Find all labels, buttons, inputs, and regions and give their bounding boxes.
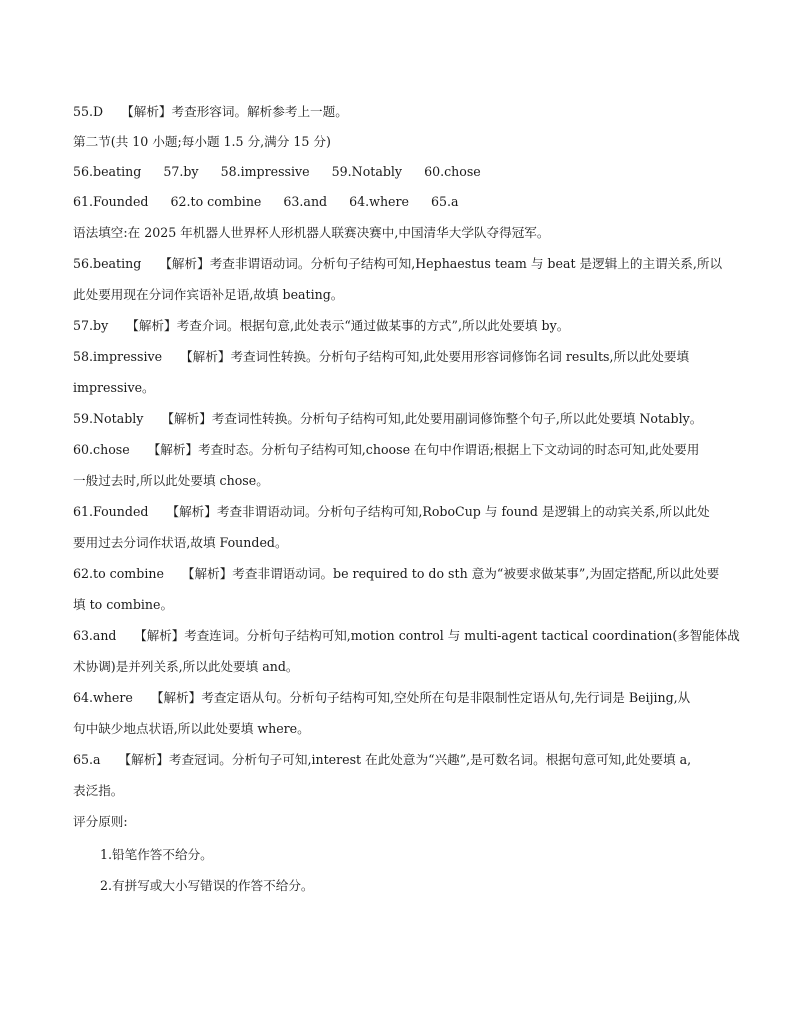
answer-number: 58.impressive [73,349,163,364]
answer-number: 64.where [73,690,133,705]
answer-number: 61.Founded [73,504,149,519]
answer-number: 55.D [73,104,104,119]
answer-number: 60.chose [73,442,130,457]
answer-number: 59.Notably [73,411,144,426]
answer-number: 57.by [73,318,109,333]
answer-item: 65.a [431,194,459,209]
explanation-63-line2: 术协调)是并列关系,所以此处要填 and。 [73,659,299,674]
explanation-61-line1 [73,504,710,520]
scoring-rules-title: 评分原则: [73,814,128,829]
passage-intro: 语法填空:在 2025 年机器人世界杯人形机器人联赛决赛中,中国清华大学队夺得冠军。 [73,225,550,240]
explanation-60-line2: 一般过去时,所以此处要填 chose。 [73,473,269,488]
explanation-text: 【解析】考查词性转换。分析句子结构可知,此处要用副词修饰整个句子,所以此处要填 Notably。 [161,411,703,426]
answer-item: 60.chose [424,164,481,179]
explanation-text: 【解析】考查介词。根据句意,此处表示“通过做某事的方式”,所以此处要填 by。 [126,318,570,333]
explanation-56-line1 [73,256,722,272]
answer-number: 63.and [73,628,117,643]
scoring-rule-2: 2.有拼写或大小写错误的作答不给分。 [100,878,314,893]
explanation-65-line2: 表泛指。 [73,783,124,798]
explanation-65-line1 [73,752,691,768]
answers-row-1 [73,164,481,180]
answer-item: 56.beating [73,164,142,179]
answer-number: 62.to combine [73,566,164,581]
explanation-58-line1 [73,349,689,365]
answer-number: 56.beating [73,256,142,271]
explanation-64-line1 [73,690,690,706]
answer-item: 58.impressive [220,164,310,179]
explanation-text: 【解析】考查形容词。解析参考上一题。 [121,104,348,119]
explanation-59 [73,411,702,427]
explanation-64-line2: 句中缺少地点状语,所以此处要填 where。 [73,721,310,736]
answer-item: 64.where [349,194,409,209]
answer-item: 62.to combine [170,194,262,209]
answer-item: 61.Founded [73,194,149,209]
explanation-62-line2: 填 to combine。 [73,597,174,612]
answer-number: 65.a [73,752,101,767]
answers-row-2 [73,194,459,210]
answer-item: 57.by [163,164,199,179]
explanation-text: 【解析】考查冠词。分析句子可知,interest 在此处意为“兴趣”,是可数名词。根据句意可知,此处要填 a, [118,752,692,767]
answer-item: 63.and [283,194,328,209]
answer-55 [73,104,348,120]
explanation-text: 【解析】考查定语从句。分析句子结构可知,空处所在句是非限制性定语从句,先行词是 Beijing,从 [150,690,691,705]
explanation-text: 【解析】考查时态。分析句子结构可知,choose 在句中作谓语;根据上下文动词的时态可知,此处要用 [147,442,700,457]
explanation-60-line1 [73,442,699,458]
scoring-rule-1: 1.铅笔作答不给分。 [100,847,213,862]
explanation-text: 【解析】考查非谓语动词。be required to do sth 意为“被要求做某事”,为固定搭配,所以此处要 [181,566,720,581]
explanation-text: 【解析】考查连词。分析句子结构可知,motion control 与 multi-agent tactical coordination(多智能体战 [134,628,740,643]
explanation-text: 【解析】考查词性转换。分析句子结构可知,此处要用形容词修饰名词 results,所以此处要填 [180,349,690,364]
explanation-text: 【解析】考查非谓语动词。分析句子结构可知,RoboCup 与 found 是逻辑上的动宾关系,所以此处 [166,504,710,519]
explanation-56-line2: 此处要用现在分词作宾语补足语,故填 beating。 [73,287,344,302]
explanation-61-line2: 要用过去分词作状语,故填 Founded。 [73,535,288,550]
section-header: 第二节(共 10 小题;每小题 1.5 分,满分 15 分) [73,134,331,149]
explanation-text: 【解析】考查非谓语动词。分析句子结构可知,Hephaestus team 与 beat 是逻辑上的主谓关系,所以 [159,256,723,271]
explanation-63-line1 [73,628,740,644]
explanation-57 [73,318,569,334]
explanation-62-line1 [73,566,719,582]
answer-item: 59.Notably [331,164,403,179]
explanation-58-line2: impressive。 [73,380,155,395]
